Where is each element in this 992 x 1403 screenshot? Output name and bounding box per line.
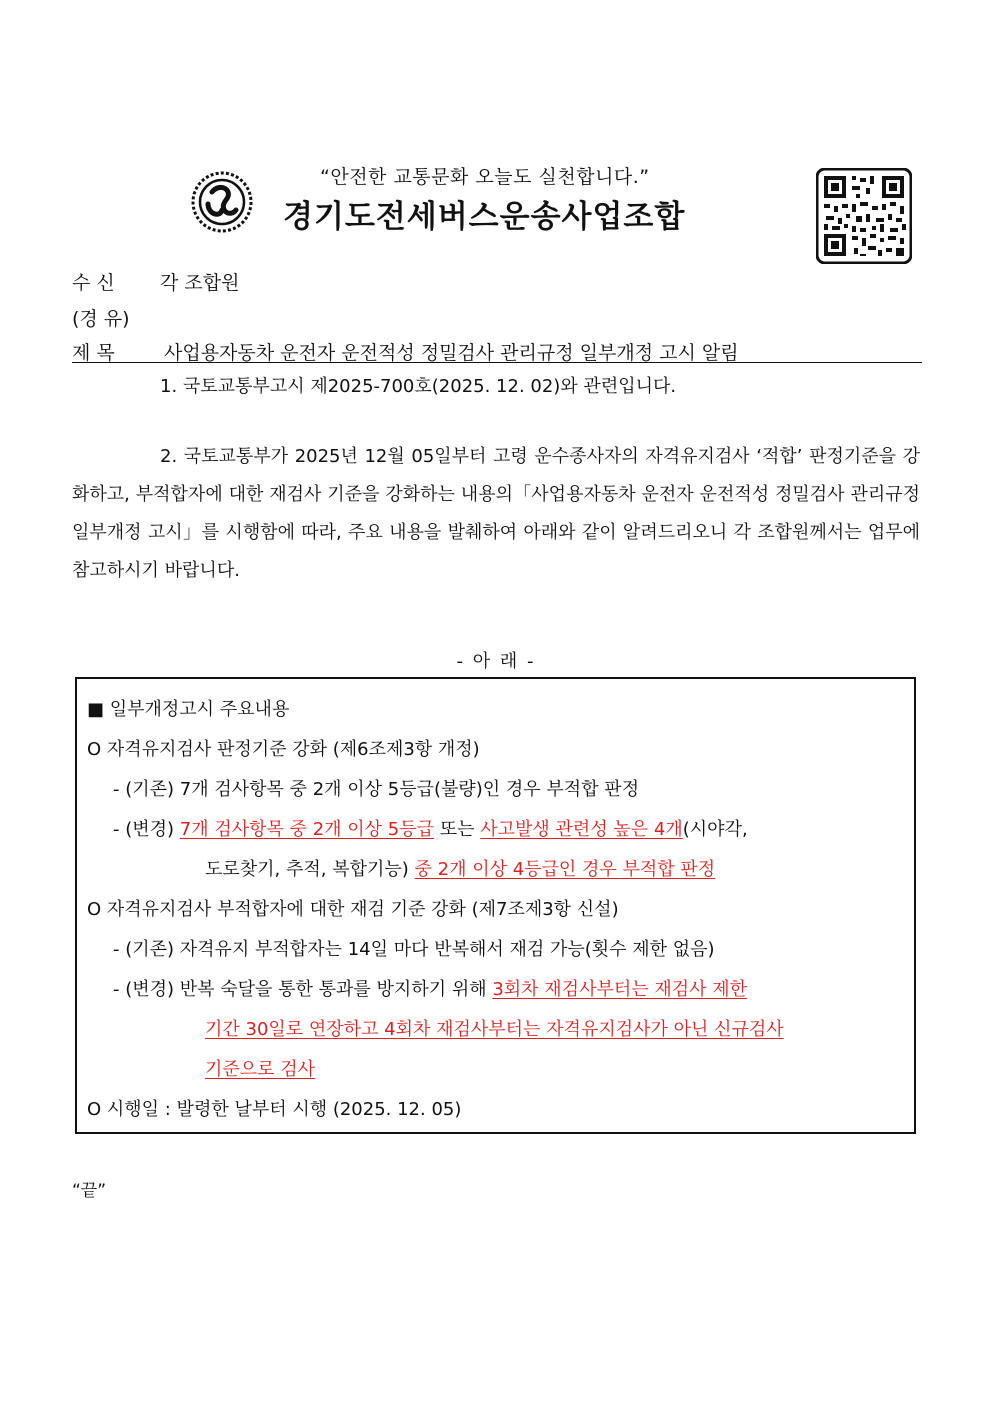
via-label: (경 유) xyxy=(72,308,130,330)
highlight-text: 중 2개 이상 4등급인 경우 부적합 판정 xyxy=(414,859,716,880)
change-prefix: - (변경) xyxy=(113,979,175,1000)
section-2-change-cont xyxy=(205,1015,784,1041)
qr-code-icon[interactable] xyxy=(816,168,912,264)
highlight-text: 7개 검사항목 중 2개 이상 5등급 xyxy=(179,819,435,840)
section-2-change xyxy=(113,975,747,1001)
highlight-text: 기간 30일로 연장하고 4회차 재검사부터는 자격유지검사가 아닌 신규검사 xyxy=(205,1019,784,1040)
union-logo-icon xyxy=(190,170,254,234)
section-2-title: O 자격유지검사 부적합자에 대한 재검 기준 강화 (제7조제3항 신설) xyxy=(87,899,619,920)
section-1-change-cont xyxy=(205,855,715,881)
subject-label: 제 목 xyxy=(72,342,115,364)
change-text: 반복 숙달을 통한 통과를 방지하기 위해 xyxy=(179,979,487,1000)
change-text: (시야각, xyxy=(682,819,748,840)
highlight-text: 기준으로 검사 xyxy=(205,1059,316,1080)
recipient-label: 수 신 xyxy=(72,272,115,294)
slogan: “안전한 교통문화 오늘도 실천합니다.” xyxy=(320,166,650,188)
recipient-value: 각 조합원 xyxy=(160,272,240,294)
subject-divider xyxy=(72,362,922,363)
end-mark: “끝” xyxy=(72,1181,107,1201)
body-item-1: 1. 국토교통부고시 제2025-700호(2025. 12. 02)와 관련입니다. xyxy=(160,376,677,397)
subject-value: 사업용자동차 운전자 운전적성 정밀검사 관리규정 일부개정 고시 알림 xyxy=(164,342,739,364)
section-2-change-cont-2 xyxy=(205,1055,315,1081)
change-text: 또는 xyxy=(439,819,475,840)
recipient-row xyxy=(72,268,239,295)
section-1-title: O 자격유지검사 판정기준 강화 (제6조제3항 개정) xyxy=(87,739,480,760)
change-text: 도로찾기, 추적, 복합기능) xyxy=(205,859,409,880)
section-2-previous: - (기존) 자격유지 부적합자는 14일 마다 반복해서 재검 가능(횟수 제한 없음) xyxy=(113,939,715,960)
notice-heading: - 아 래 - xyxy=(456,651,536,672)
change-prefix: - (변경) xyxy=(113,819,175,840)
section-1-previous: - (기존) 7개 검사항목 중 2개 이상 5등급(불량)인 경우 부적합 판정 xyxy=(113,779,640,800)
subject-row xyxy=(72,338,739,365)
summary-title: ■ 일부개정고시 주요내용 xyxy=(87,699,290,720)
highlight-text: 3회차 재검사부터는 재검사 제한 xyxy=(492,979,748,1000)
section-1-change xyxy=(113,815,748,841)
summary-box xyxy=(75,677,916,1134)
body-item-2: 2. 국토교통부가 2025년 12월 05일부터 고령 운수종사자의 자격유지검사 ‘적합’ 판정기준을 강화하고, 부적합자에 대한 재검사 기준을 강화하는 내용의「사업용자동차 운전자 운전적성 정밀검사 관리규정 일부개정 고시」를 시행함에 따라, 주요 내용을 발췌하여 아래와 같이 알려드리오니 각 조합원께서는 업무에 참고하시기 바랍니다. xyxy=(72,446,920,581)
effective-date: O 시행일 : 발령한 날부터 시행 (2025. 12. 05) xyxy=(87,1099,462,1120)
highlight-text: 사고발생 관련성 높은 4개 xyxy=(480,819,683,840)
organization-name: 경기도전세버스운송사업조합 xyxy=(283,199,686,235)
